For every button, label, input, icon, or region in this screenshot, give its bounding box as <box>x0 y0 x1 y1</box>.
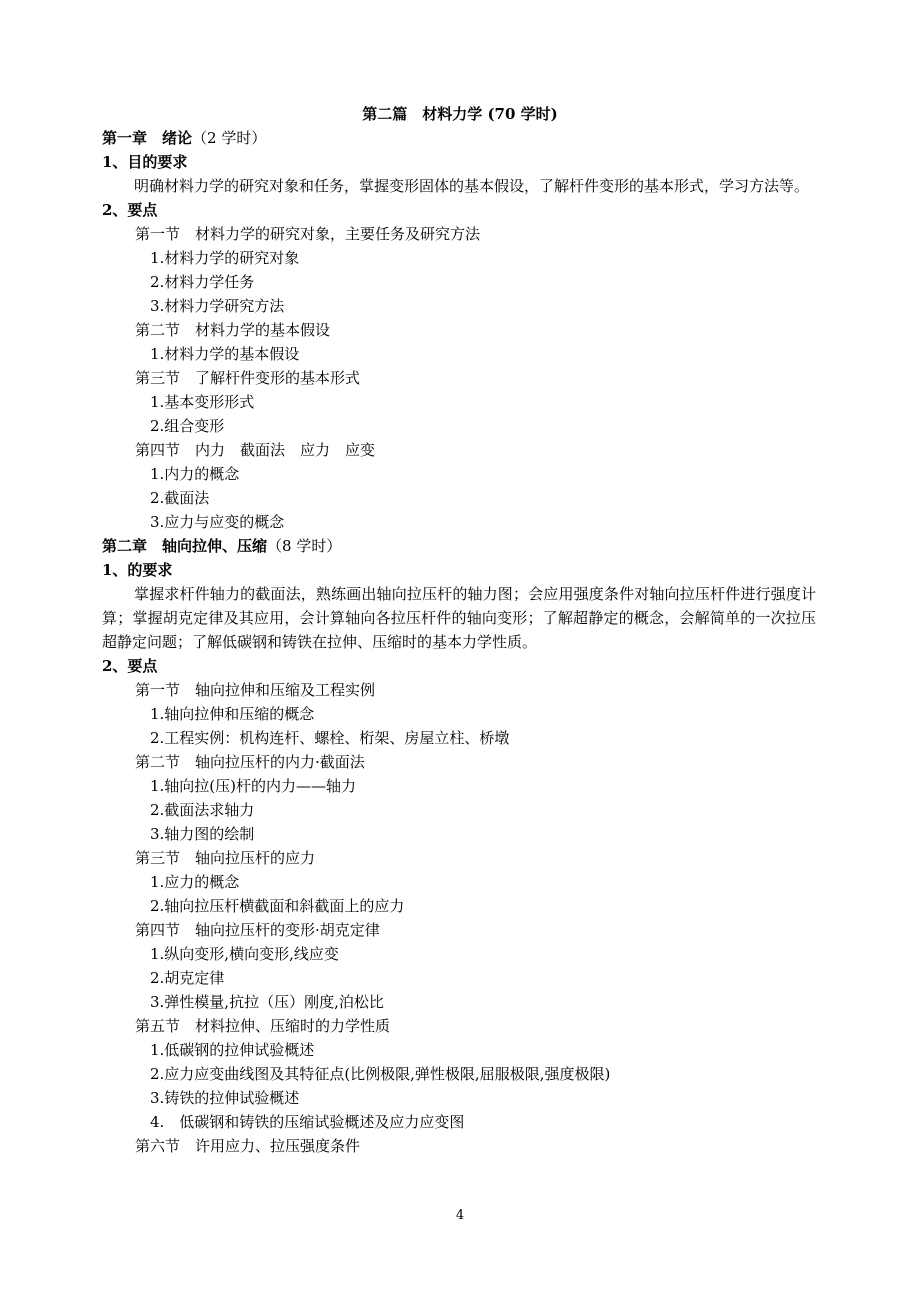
goal-heading: 1、目的要求 <box>102 153 188 171</box>
page-number: 4 <box>455 1208 465 1223</box>
section-title: 第三节 轴向拉压杆的应力 <box>135 849 316 867</box>
points-heading: 2、要点 <box>102 201 158 219</box>
section-title: 第三节 了解杆件变形的基本形式 <box>135 369 361 387</box>
section-item: 2.工程实例：机构连杆、螺栓、桁架、房屋立柱、桥墩 <box>150 729 510 747</box>
section-title: 第一节 材料力学的研究对象，主要任务及研究方法 <box>135 225 481 243</box>
section-item: 3.应力与应变的概念 <box>150 513 285 531</box>
section-item: 3.铸铁的拉伸试验概述 <box>150 1089 300 1107</box>
section-item: 3.轴力图的绘制 <box>150 825 255 843</box>
section-item: 3.弹性模量,抗拉（压）刚度,泊松比 <box>150 993 384 1011</box>
chapter-title: 第二章 轴向拉伸、压缩 <box>102 537 268 555</box>
section-title: 第四节 内力 截面法 应力 应变 <box>135 441 376 459</box>
section-item: 1.纵向变形,横向变形,线应变 <box>150 945 339 963</box>
section-item: 1.材料力学的研究对象 <box>150 249 300 267</box>
section-item: 1.应力的概念 <box>150 873 240 891</box>
chapter-heading <box>102 126 816 150</box>
section-item: 2.截面法求轴力 <box>150 801 255 819</box>
section-item: 1.内力的概念 <box>150 465 240 483</box>
goal-paragraph: 明确材料力学的研究对象和任务，掌握变形固体的基本假设，了解杆件变形的基本形式，学习方法等。 <box>134 177 810 195</box>
chapter-title: 第一章 绪论 <box>102 129 193 147</box>
section-item: 1.轴向拉伸和压缩的概念 <box>150 705 315 723</box>
section-item: 1.轴向拉(压)杆的内力——轴力 <box>150 777 357 795</box>
section-item: 2.组合变形 <box>150 417 225 435</box>
section-item: 3.材料力学研究方法 <box>150 297 285 315</box>
goal-paragraph: 掌握求杆件轴力的截面法，熟练画出轴向拉压杆的轴力图；会应用强度条件对轴向拉压杆件进行强度计算；掌握胡克定律及其应用，会计算轴向各拉压杆件的轴向变形；了解超静定的概念，会解简单的一次拉压超静定问题；了解低碳钢和铸铁在拉伸、压缩时的基本力学性质。 <box>102 585 816 651</box>
chapter-hours: （8 学时） <box>267 537 342 555</box>
section-title: 第六节 许用应力、拉压强度条件 <box>135 1137 361 1155</box>
section-title: 第二节 材料力学的基本假设 <box>135 321 331 339</box>
section-item: 1.基本变形形式 <box>150 393 255 411</box>
points-heading: 2、要点 <box>102 657 158 675</box>
section-title: 第四节 轴向拉压杆的变形·胡克定律 <box>135 921 380 939</box>
section-item: 2.截面法 <box>150 489 210 507</box>
document-body <box>102 126 816 1158</box>
section-title: 第二节 轴向拉压杆的内力·截面法 <box>135 753 365 771</box>
section-item: 4. 低碳钢和铸铁的压缩试验概述及应力应变图 <box>150 1113 465 1131</box>
chapter-hours: （2 学时） <box>192 129 267 147</box>
section-item: 1.低碳钢的拉伸试验概述 <box>150 1041 315 1059</box>
section-item: 2.轴向拉压杆横截面和斜截面上的应力 <box>150 897 405 915</box>
section-item: 1.材料力学的基本假设 <box>150 345 300 363</box>
section-item: 2.应力应变曲线图及其特征点(比例极限,弹性极限,屈服极限,强度极限) <box>150 1065 611 1083</box>
section-title: 第五节 材料拉伸、压缩时的力学性质 <box>135 1017 391 1035</box>
section-title: 第一节 轴向拉伸和压缩及工程实例 <box>135 681 376 699</box>
section-item: 2.胡克定律 <box>150 969 225 987</box>
part-title: 第二篇 材料力学 (70 学时) <box>362 105 558 123</box>
section-item: 2.材料力学任务 <box>150 273 255 291</box>
goal-heading: 1、的要求 <box>102 561 173 579</box>
chapter-heading <box>102 534 816 558</box>
